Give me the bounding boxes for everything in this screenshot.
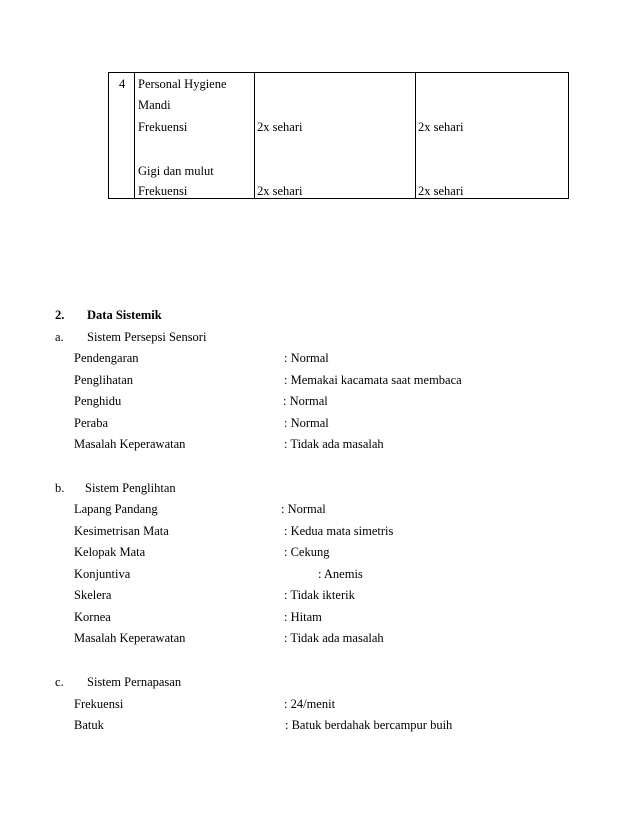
table-divider xyxy=(134,73,135,198)
field-value: : Tidak ada masalah xyxy=(284,631,384,645)
field-value: : Normal xyxy=(283,394,328,408)
subsection-letter: c. xyxy=(55,675,64,689)
frequency-label: Frekuensi xyxy=(138,184,188,198)
field-value: : Kedua mata simetris xyxy=(284,524,394,538)
section-title: Data Sistemik xyxy=(87,308,162,322)
field-label: Peraba xyxy=(74,416,109,430)
field-label: Batuk xyxy=(74,718,104,732)
field-value: : Tidak ada masalah xyxy=(284,437,384,451)
subsection-title: Sistem Pernapasan xyxy=(87,675,182,689)
subcategory-mandi: Mandi xyxy=(138,98,171,112)
frequency-value: 2x sehari xyxy=(418,120,464,134)
field-label: Penghidu xyxy=(74,394,122,408)
field-value: : Normal xyxy=(284,351,329,365)
subsection-letter: b. xyxy=(55,481,65,495)
category-label: Personal Hygiene xyxy=(138,77,227,91)
personal-hygiene-table xyxy=(108,72,569,199)
frequency-label: Frekuensi xyxy=(138,120,188,134)
subsection-letter: a. xyxy=(55,330,64,344)
field-label: Masalah Keperawatan xyxy=(74,437,186,451)
frequency-value: 2x sehari xyxy=(257,184,303,198)
frequency-value: 2x sehari xyxy=(418,184,464,198)
field-value: : Tidak ikterik xyxy=(284,588,355,602)
subsection-title: Sistem Penglihtan xyxy=(85,481,176,495)
row-number: 4 xyxy=(119,77,126,91)
field-value: : Cekung xyxy=(284,545,330,559)
field-label: Skelera xyxy=(74,588,112,602)
subcategory-gigi-mulut: Gigi dan mulut xyxy=(138,164,214,178)
frequency-value: 2x sehari xyxy=(257,120,303,134)
field-label: Kesimetrisan Mata xyxy=(74,524,169,538)
field-value: : Anemis xyxy=(318,567,363,581)
field-label: Kelopak Mata xyxy=(74,545,146,559)
field-label: Masalah Keperawatan xyxy=(74,631,186,645)
subsection-title: Sistem Persepsi Sensori xyxy=(87,330,207,344)
field-label: Penglihatan xyxy=(74,373,134,387)
field-value: : Memakai kacamata saat membaca xyxy=(284,373,462,387)
table-divider xyxy=(415,73,416,198)
table-divider xyxy=(254,73,255,198)
field-value: : Batuk berdahak bercampur buih xyxy=(285,718,453,732)
field-label: Lapang Pandang xyxy=(74,502,158,516)
field-value: : 24/menit xyxy=(284,697,336,711)
field-label: Kornea xyxy=(74,610,111,624)
section-number: 2. xyxy=(55,308,65,322)
field-value: : Hitam xyxy=(284,610,322,624)
field-label: Konjuntiva xyxy=(74,567,131,581)
field-value: : Normal xyxy=(284,416,329,430)
field-label: Pendengaran xyxy=(74,351,139,365)
field-label: Frekuensi xyxy=(74,697,124,711)
field-value: : Normal xyxy=(281,502,326,516)
